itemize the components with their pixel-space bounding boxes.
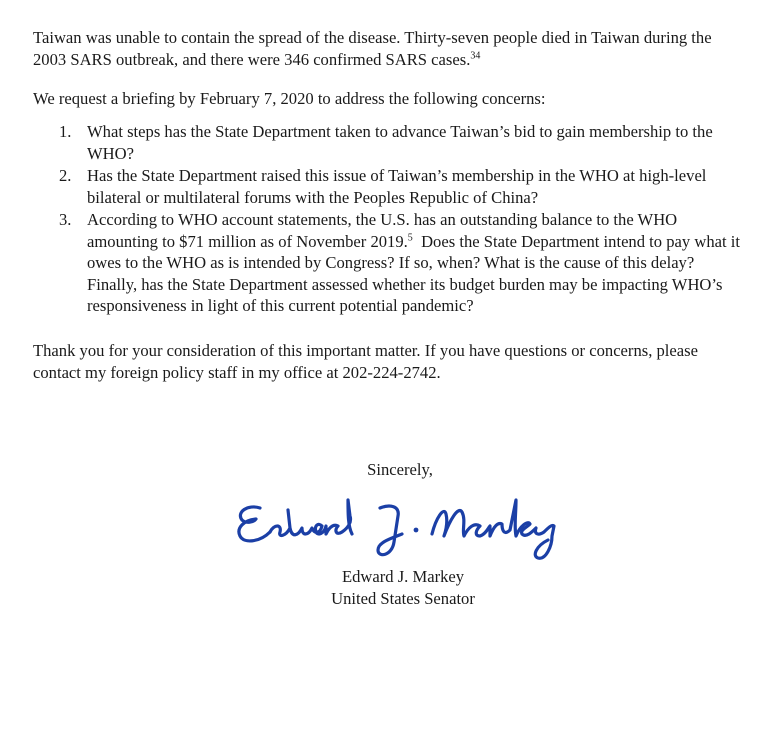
intro-paragraph [33,27,745,70]
handwritten-signature [230,486,590,566]
request-paragraph: We request a briefing by February 7, 2020 to address the following concerns: [33,89,546,108]
list-item-text: According to WHO account statements, the U.S. has an outstanding balance to the WHO amounting to $71 million as of November 2019. [87,210,678,251]
list-item [33,165,745,208]
list-item-number: 2. [59,166,72,185]
thanks-paragraph: Thank you for your consideration of this important matter. If you have questions or concerns, please contact my foreign policy staff in my office at 202-224-2742. [33,341,698,382]
list-item-number: 1. [59,122,72,141]
list-item [33,121,745,164]
list-item-footnote: 5 [407,231,413,243]
list-item-text: Has the State Department raised this issue of Taiwan’s membership in the WHO at high-level bilateral or multilateral forums with the Peoples Republic of China? [87,166,707,207]
list-item-text-continued: Does the State Department intend to pay what it owes to the WHO as is intended by Congress? If so, when? What is the cause of this delay? Finally, has the State Department assessed whether its budget burden may be impacting WHO’s responsiveness in light of this current potential pandemic? [87,231,740,315]
list-item-text: What steps has the State Department taken to advance Taiwan’s bid to gain membership to the WHO? [87,122,713,163]
intro-footnote: 34 [470,49,481,61]
concerns-list [33,121,745,318]
signer-title: United States Senator [331,589,475,608]
list-item [33,209,745,317]
intro-text: Taiwan was unable to contain the spread of the disease. Thirty-seven people died in Taiwan during the 2003 SARS outbreak, and there were 346 confirmed SARS cases. [33,28,712,69]
signer-name: Edward J. Markey [341,567,465,586]
list-item-number: 3. [59,210,72,229]
closing-salutation: Sincerely, [367,460,433,479]
